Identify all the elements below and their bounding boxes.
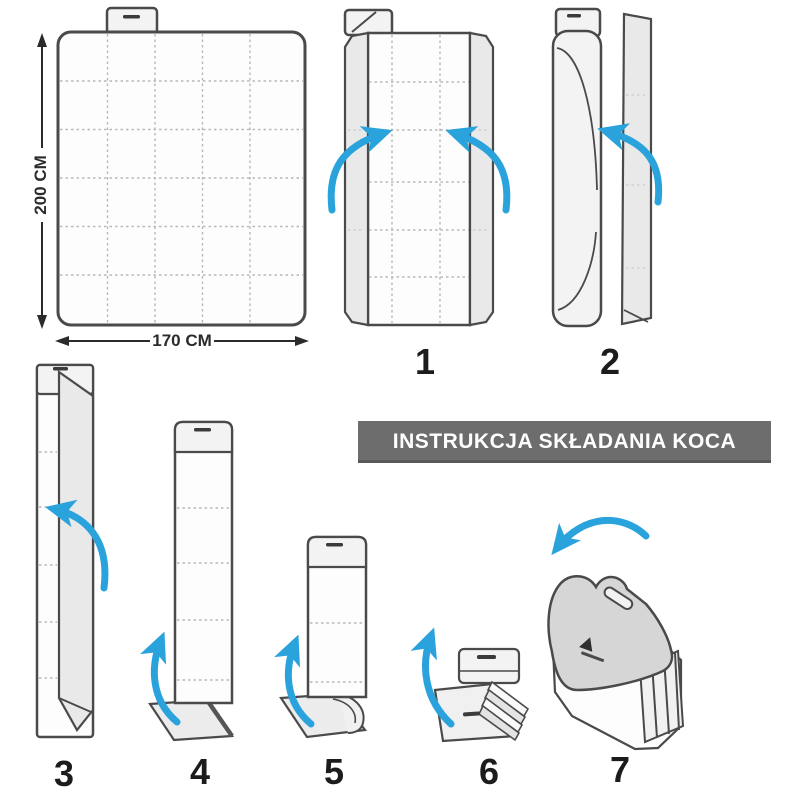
snap-button-icon — [123, 15, 140, 19]
step1-center-panel — [368, 33, 470, 325]
step1-tab — [345, 10, 392, 35]
width-dimension-label: 170 CM — [152, 331, 212, 350]
step2-right-panel — [622, 14, 651, 324]
step6-tab — [459, 649, 519, 683]
step3-folded-panel — [59, 372, 93, 730]
step-number-1: 1 — [414, 341, 436, 382]
snap-button-icon — [326, 543, 343, 547]
height-dimension-label: 200 CM — [31, 155, 50, 215]
step4-tab — [175, 422, 232, 452]
snap-button-icon — [477, 655, 496, 659]
step-number-4: 4 — [189, 751, 211, 792]
step1-figure — [331, 10, 507, 325]
snap-button-icon — [567, 14, 581, 18]
step-number-2: 2 — [599, 341, 621, 382]
step1-right-flap — [470, 33, 493, 325]
snap-button-icon — [53, 367, 68, 371]
step-number-5: 5 — [323, 751, 345, 792]
step4-figure — [150, 422, 232, 740]
step-number-3: 3 — [53, 753, 75, 794]
step2-figure — [553, 9, 659, 326]
instruction-banner: INSTRUKCJA SKŁADANIA KOCA — [358, 421, 771, 463]
step1-left-flap — [345, 33, 368, 325]
fold-arrow-icon — [557, 520, 646, 548]
step3-figure — [37, 365, 105, 737]
step-number-7: 7 — [609, 749, 631, 790]
step-number-6: 6 — [478, 751, 500, 792]
step7-figure — [549, 520, 683, 749]
step5-figure — [281, 537, 366, 737]
blanket-figure — [58, 8, 305, 325]
step5-tab — [308, 537, 366, 567]
step6-figure — [426, 636, 528, 741]
snap-button-icon — [194, 428, 211, 432]
step2-left-panel — [553, 31, 601, 326]
